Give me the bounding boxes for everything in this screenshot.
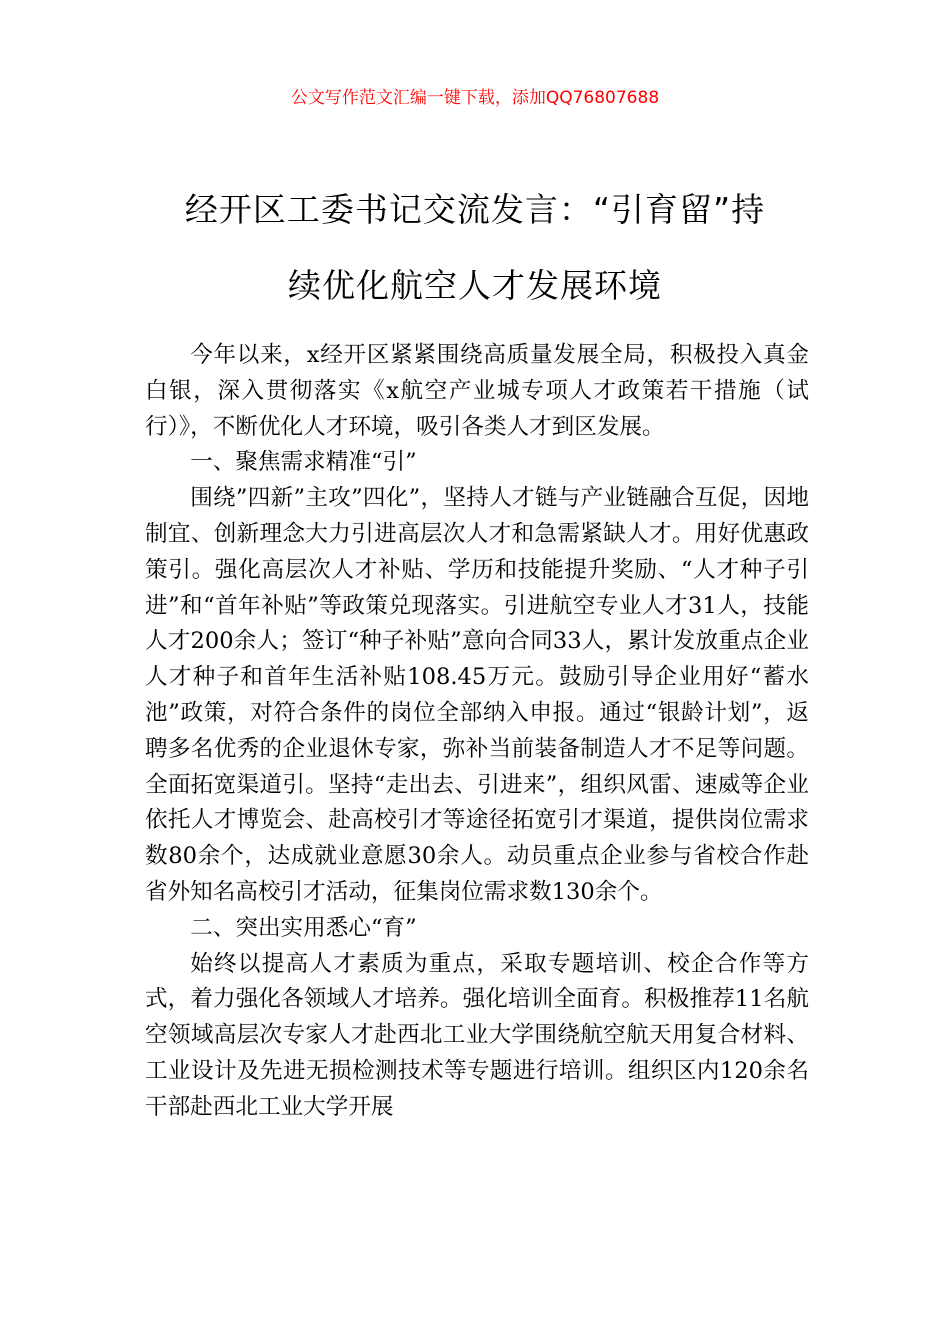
title-line-2: 续优化航空人才发展环境: [288, 266, 662, 305]
paragraph-intro: 今年以来，x经开区紧紧围绕高质量发展全局，积极投入真金白银，深入贯彻落实《x航空产业城专项人才政策若干措施（试行）》，不断优化人才环境，吸引各类人才到区发展。: [145, 342, 809, 440]
document-body: [145, 338, 809, 1126]
document-title: [140, 172, 810, 324]
paragraph-section-1: 围绕”四新”主攻”四化”，坚持人才链与产业链融合互促，因地制宜、创新理念大力引进高层次人才和急需紧缺人才。用好优惠政策引。强化高层次人才补贴、学历和技能提升奖励、“人才种子引进”和“首年补贴”等政策兑现落实。引进航空专业人才31人，技能人才200余人；签订“种子补贴”意向合同33人，累计发放重点企业人才种子和首年生活补贴108.45万元。鼓励引导企业用好“蓄水池”政策，对符合条件的岗位全部纳入申报。通过“银龄计划”，返聘多名优秀的企业退休专家，弥补当前装备制造人才不足等问题。全面拓宽渠道引。坚持“走出去、引进来”，组织风雷、速威等企业依托人才博览会、赴高校引才等途径拓宽引才渠道，提供岗位需求数80余个，达成就业意愿30余人。动员重点企业参与省校合作赴省外知名高校引才活动，征集岗位需求数130余个。: [145, 485, 809, 905]
header-note: 公文写作范文汇编一键下载，添加QQ76807688: [290, 88, 660, 108]
paragraph-section-2: 始终以提高人才素质为重点，采取专题培训、校企合作等方式，着力强化各领域人才培养。强化培训全面育。积极推荐11名航空领域高层次专家人才赴西北工业大学围绕航空航天用复合材料、工业设计及先进无损检测技术等专题进行培训。组织区内120余名干部赴西北工业大学开展: [145, 950, 809, 1120]
title-line-1: 经开区工委书记交流发言：“引育留”持: [184, 190, 766, 229]
section-heading-2: 二、突出实用悉心“育”: [190, 914, 417, 941]
section-heading-1: 一、聚焦需求精准“引”: [190, 449, 417, 476]
